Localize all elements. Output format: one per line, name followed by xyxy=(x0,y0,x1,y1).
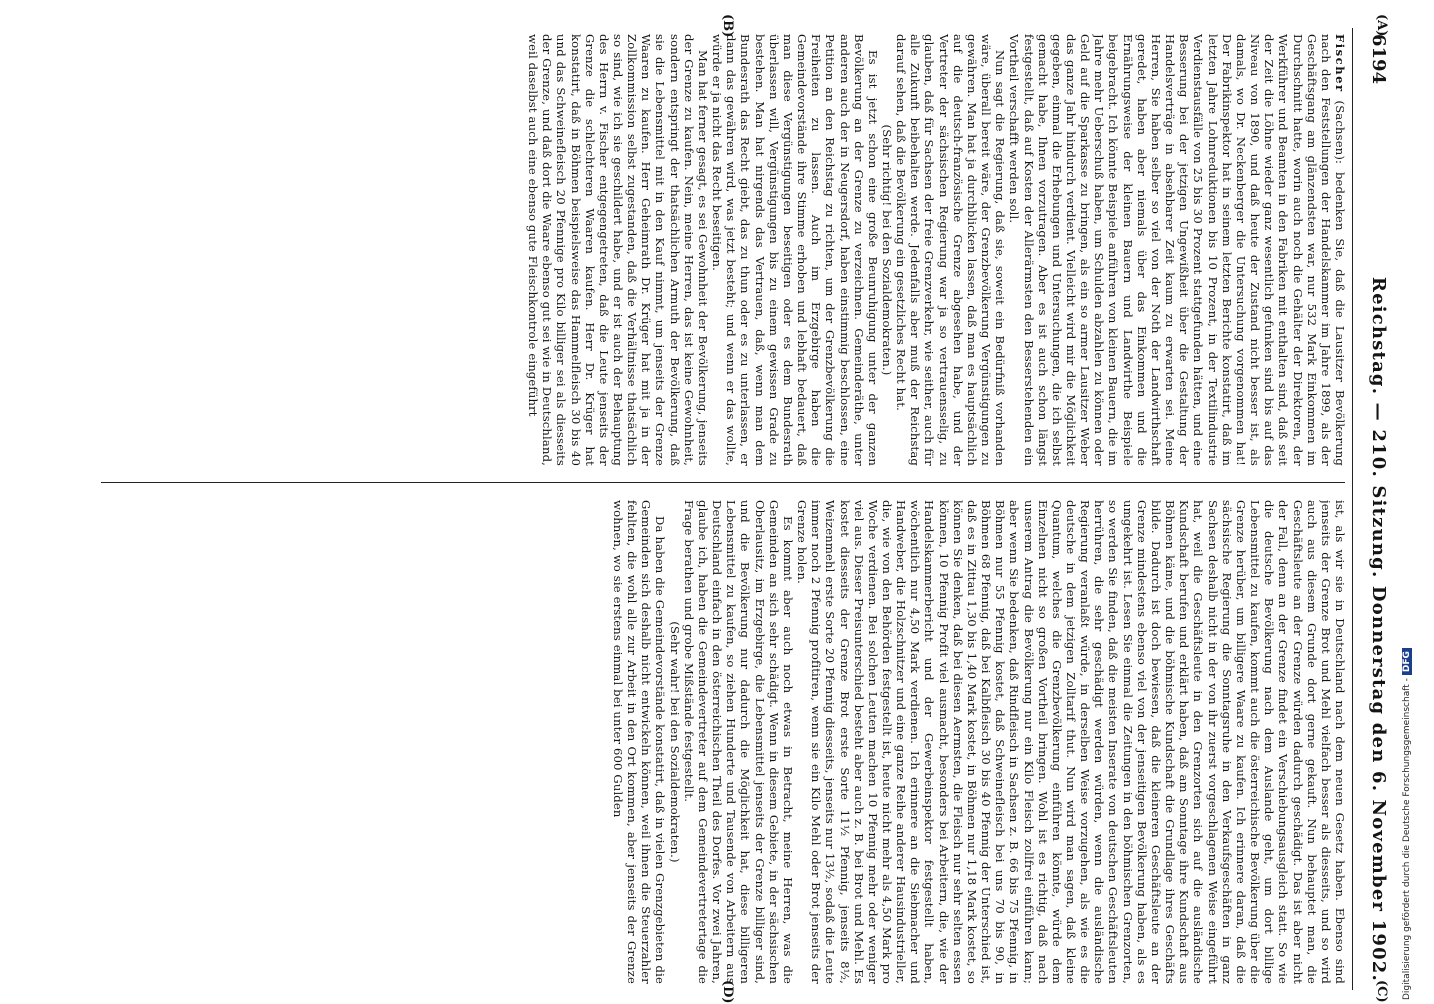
speaker-name: Fischer xyxy=(1333,34,1347,93)
column-divider xyxy=(101,482,1345,483)
left-paragraph-3: Es ist jetzt schon eine große Beunruhigung unter der ganzen Bevölkerung an der Grenze zu verzeichnen. Gemeinderäthe, unter anderen auch der in Neugersdorf, haben einstimmig beschlossen, eine Petition an den Reichstag zu richten, um der Grenzbevölkerung die Freiheiten zu lassen. Auch im Erzgebirge haben die Gemeindevorstände ihre Stimme erhoben und lebhaft bedauert, daß man diese Vergünstigungen beseitigen oder es dem Bundesrath überlassen will, Vergünstigungen bis zu einem gewissen Grade zu bestehen. Man hat nirgends das Vertrauen, daß, wenn man dem Bundesrath das Recht giebt, das zu thun oder es zu unterlassen, er dann das gewähren wird, was jetzt besteht; und wenn er das wollte, würde er ja nicht das Recht beseitigen. xyxy=(710,34,880,466)
left-paragraph-4: Man hat ferner gesagt, es sei Gewohnheit der Bevölkerung, jenseits der Grenze zu kaufen. Nein, meine Herren, das ist keine Gewohnheit, sondern entspringt der thatsächlichen Armuth der Bevölkerung, daß sie die Lebensmittel mit in den Kauf nimmt, um jenseits der Grenze Waaren zu kaufen. Herr Geheimrath Dr. Krüger hat mit ja in der Zollkommission selbst zugestanden, daß die Verhältnisse thatsächlich so sind, wie ich sie geschildert habe, und er ist auch der Behauptung des Herrn v. Fischer entgegengetreten, daß die Leute jenseits der Grenze die schlechteren Waaren kaufen. Herr Dr. Krüger hat konstatirt, daß in Böhmen beispielsweise das Hammelfleisch 30 bis 40 und das Schweinefleisch 20 Pfennige pro Kilo billiger sei als diesseits der Grenze, und daß dort die Waare ebenso gut sei wie in Deutschland, weil daselbst auch eine ebenso gute Fleischkontrole eingeführt xyxy=(526,34,710,466)
margin-marker-a: (A) xyxy=(1374,14,1389,37)
dfg-logo: DFG xyxy=(1402,648,1412,675)
interjection: (Sehr richtig! bei den Sozialdemokraten.) xyxy=(880,124,894,376)
page-header xyxy=(1352,28,1393,990)
right-paragraph-2: Es kommt aber auch noch etwas in Betracht, meine Herren, was die Gemeinden an sich sehr schädigt. Wenn in diesem Gebiete, in der sächsischen Oberlausitz, im Erzgebirge, die Lebensmittel jenseits der Grenze billiger sind, und die Bevölkerung nur dadurch die Möglichkeit hat, diese billigeren Lebensmittel zu kaufen, so ziehen Hunderte und Tausende von Arbeitern aus Deutschland einfach in den österreichischen Theil des Dorfes. Vor zwei Jahren, glaube ich, haben die Gemeindevertreter auf dem Gemeindevertretertage die Frage berathen und grobe Mißstände festgestellt. xyxy=(681,500,795,984)
left-column xyxy=(99,34,1347,466)
page-number: 6194 xyxy=(1368,34,1389,85)
margin-marker-b: (B) xyxy=(720,14,735,38)
speaker-note: (Sachsen): xyxy=(1333,100,1347,165)
right-paragraph-1: ist, als wir sie in Deutschland nach dem neuen Gesetz haben. Ebenso sind jenseits der Grenze Brot und Mehl vielfach besser als diesseits, und so wird auch aus diesem Grunde dort gerne gekauft. Nun behauptet man, die Geschäftsleute an der Grenze würden dadurch geschädigt. Das ist aber nicht der Fall, denn an der Grenze findet ein Verschiebungsausgleich statt. So wie die deutsche Bevölkerung nach dem Auslande geht, um dort billige Lebensmittel zu kaufen, kommt auch die österreichische Bevölkerung über die Grenze herüber, um billigere Waare zu kaufen. Ich erinnere daran, daß die sächsische Regierung die Sonntagsruhe in den Verkaufsgeschäften in ganz Sachsen deshalb nicht in der von ihr zuerst vorgeschlagenen Weise eingeführt hat, weil die Geschäftsleute in den Grenzorten sich auf die ausländische Kundschaft berufen und erklärt haben, daß am Sonntage ihre Kundschaft aus Böhmen käme, und die böhmische Kundschaft die Grundlage ihres Geschäfts bilde. Dadurch ist doch bewiesen, daß die kleineren Geschäftsleute an der Grenze mindestens ebenso viel von der jenseitigen Bevölkerung haben, als es umgekehrt ist. Lesen Sie einmal die Zeitungen in den böhmischen Grenzorten, so werden Sie finden, daß die meisten Inserate von deutschen Geschäftsleuten herrühren, die sehr geschädigt werden würden, wenn die ausländische Regierung veranlaßt würde, in derselben Weise vorzugehen, als wie es die deutsche in dem jetzigen Zolltarif thut. Nun wird man sagen, daß kleine Quantum, welches die Grenzbevölkerung einführen könnte, würde dem Einzelnen nicht so großen Vortheil bringen. Wohl ist es richtig, daß nach unserem Antrag die Bevölkerung nur ein Kilo Fleisch zollfrei einführen kann; aber wenn Sie bedenken, daß Rindfleisch in Sachsen z. B. 66 bis 75 Pfennig, in Böhmen nur 55 Pfennig kostet, daß Schweinefleisch bei uns 70 bis 90, in Böhmen 68 Pfennig, daß bei Kalbfleisch 30 bis 40 Pfennig der Unterschied ist, daß es in Zittau 1,30 bis 1,40 Mark kostet, in Böhmen nur 1,18 Mark kostet, so können Sie denken, daß bei diesen Aermsten, die Fleisch nur sehr selten essen können, 10 Pfennig Profit viel ausmacht, besonders bei Arbeitern, die, wie der Handelskammerbericht und der Gewerbeinspektor festgestellt haben, wöchentlich nur 4,50 Mark verdienen. Ich erinnere an die Siebmacher und Handweber, die Holzschnitzer und eine ganze Reihe anderer Hausindustrieller, die, wie von den Behörden festgestellt ist, heute nicht mehr als 4,50 Mark pro Woche verdienen. Bei solchen Leuten machen 10 Pfennig mehr oder weniger viel aus. Dieser Preisunterschied besteht aber auch z. B. bei Brot und Mehl. Es kostet diesseits der Grenze Brot erste Sorte 11½ Pfennig, jenseits 8½, Weizenmehl erste Sorte 20 Pfennig diesseits, jenseits nur 13½, sodaß die Leute immer noch 2 Pfennig profitiren, wenn sie ein Kilo Mehl oder Brot jenseits der Grenze holen. xyxy=(795,500,1347,984)
left-paragraph-2: Nun sagt die Regierung, daß sie, soweit ein Bedürfniß vorhanden wäre, überall bereit wäre, der Grenzbevölkerung Vergünstigungen zu gewähren. Man hat ja durchblicken lassen, daß man es hauptsächlich auf die deutsch-französische Grenze abgesehen habe, und der Vertreter der sächsischen Regierung war ja so vertrauensselig, zu glauben, daß für Sachsen der freie Grenzverkehr, wie seither, auch für alle Zukunft beibehalten werde. Jedenfalls aber muß der Reichstag darauf sehen, daß die Bevölkerung ein gesetzliches Recht hat. xyxy=(894,34,1008,466)
margin-marker-d: (D) xyxy=(720,980,735,1004)
margin-marker-c: (C) xyxy=(1374,980,1389,1003)
digitization-credit xyxy=(1402,600,1412,1000)
right-paragraph-3: Da haben die Gemeindevorstände konstatirt, daß in vielen Grenzgebieten die Gemeinden sich deshalb nicht entwickeln können, weil ihnen die Steuerzahler fehlten, die wohl alle zur Arbeit in den Ort kommen, aber jenseits der Grenze wohnen, wo sie erstens einmal bei unter 600 Gulden xyxy=(611,500,668,984)
right-column xyxy=(99,500,1347,984)
speaker-paragraph xyxy=(1007,34,1347,466)
left-paragraph-1: bedenken Sie, daß die Lausitzer Bevölkerung nach den Feststellungen der Handelskammer im Jahre 1899, als der Geschäftsgang am glänzendsten war, nur 532 Mark Einkommen im Durchschnitt hatte, worin auch noch die Gehälter der Direktoren, der Werkführer und Beamten in den Fabriken mit enthalten sind, daß seit der Zeit die Löhne wieder ganz wesentlich gefunken sind bis auf das Niveau von 1890, und daß heute der Zustand nicht besser ist, als damals, wo Dr. Neckenberger die Untersuchung vorgenommen hat! Der Fabrikinspektor hat in seinem letzten Berichte konstatirt, daß im letzten Jahre Lohnreduktionen bis 10 Prozent, in der Textilindustrie Verdienstausfälle von 25 bis 30 Prozent stattgefunden hätten, und eine Besserung bei der jetzigen Ungewißheit über die Gestaltung der Handelsverträge in absehbarer Zeit kaum zu erwarten sei. Meine Herren, Sie haben selber so viel von der Noth der Landwirthschaft geredet, haben aber niemals über das Einkommen und die Ernährungsweise der kleinen Bauern und Landwirthe Beispiele beigebracht. Ich könnte Beispiele anführen von kleinen Bauern, die im Jahre mehr Ueberschuß haben, um Schulden abzahlen zu können oder Geld auf die Sparkasse zu bringen, als ein so armer Lausitzer Weber das ganze Jahr hindurch verdient. Vielleicht wird mir die Möglichkeit gegeben, einmal die Erhebungen und Untersuchungen, die ich selbst gemacht habe, Ihnen vorzutragen. Aber es ist auch schon längst festgestellt, daß auf Kosten der Allerärmsten den Besserstehenden ein Vortheil verschafft werden soll. xyxy=(1007,34,1347,466)
interjection: (Sehr wahr! bei den Sozialdemokraten.) xyxy=(667,621,682,863)
credit-text: Digitalisierung gefördert durch die Deutsche Forschungsgemeinschaft - xyxy=(1402,678,1412,1000)
page-title: Reichstag. — 210. Sitzung. Donnerstag den 6. November 1902. xyxy=(1368,276,1389,982)
document-page xyxy=(93,14,1393,1004)
